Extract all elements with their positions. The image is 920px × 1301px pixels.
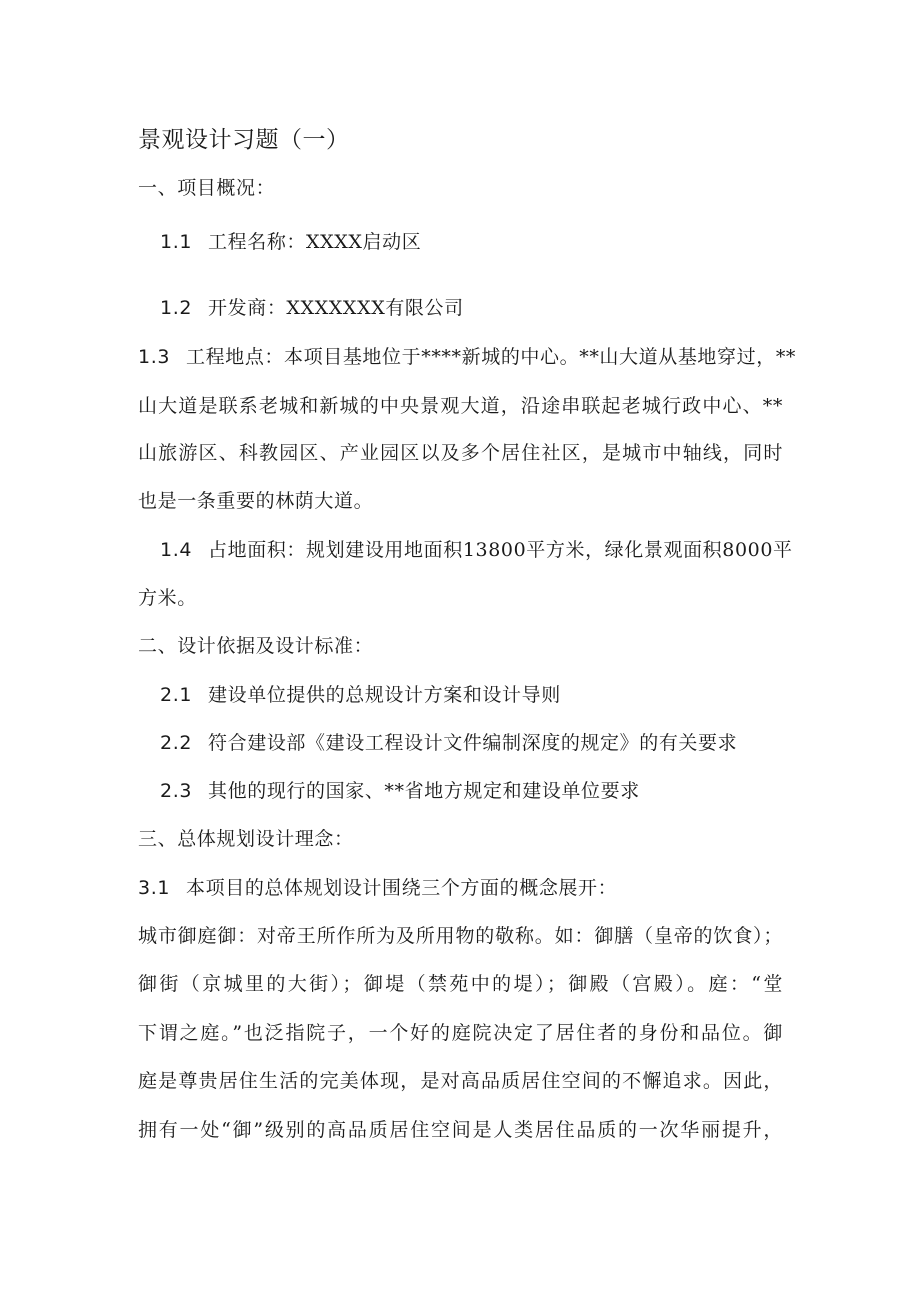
item-text: 工程名称：XXXX启动区 xyxy=(208,231,422,253)
section-2-heading: 二、设计依据及设计标准： xyxy=(138,635,374,657)
item-number: 1.2 xyxy=(160,297,193,319)
paragraph-line-2: 御街（京城里的大街）；御堤（禁苑中的堤）；御殿（宫殿）。庭：“堂 xyxy=(138,973,783,995)
page-title: 景观设计习题（一） xyxy=(138,127,350,153)
paragraph-line-5: 拥有一处“御”级别的高品质居住空间是人类居住品质的一次华丽提升， xyxy=(138,1119,783,1141)
item-1-3-line-3: 山旅游区、科教园区、产业园区以及多个居住社区，是城市中轴线，同时 xyxy=(138,442,783,464)
item-1-2 xyxy=(160,296,464,320)
paragraph-line-3: 下谓之庭。”也泛指院子，一个好的庭院决定了居住者的身份和品位。御 xyxy=(138,1022,783,1044)
item-text: 本项目的总体规划设计围绕三个方面的概念展开： xyxy=(186,877,618,899)
item-1-1 xyxy=(160,230,421,254)
section-1-heading: 一、项目概况： xyxy=(138,177,276,199)
item-text: 符合建设部《建设工程设计文件编制深度的规定》的有关要求 xyxy=(208,732,738,754)
item-1-3-line-4: 也是一条重要的林荫大道。 xyxy=(138,490,374,512)
item-number: 2.2 xyxy=(160,732,193,754)
paragraph-line-1: 城市御庭御：对帝王所作所为及所用物的敬称。如：御膳（皇帝的饮食）； xyxy=(138,925,783,947)
item-text: 工程地点：本项目基地位于****新城的中心。**山大道从基地穿过，** xyxy=(186,346,797,368)
item-number: 1.4 xyxy=(160,539,193,561)
item-1-3-line-1 xyxy=(138,345,797,369)
item-number: 2.3 xyxy=(160,780,193,802)
item-number: 1.1 xyxy=(160,231,193,253)
item-3-1 xyxy=(138,876,617,900)
item-text: 占地面积：规划建设用地面积13800平方米，绿化景观面积8000平 xyxy=(208,539,793,561)
item-number: 1.3 xyxy=(138,346,171,368)
item-1-3-line-2: 山大道是联系老城和新城的中央景观大道，沿途串联起老城行政中心、** xyxy=(138,395,783,417)
item-1-4-line-1 xyxy=(160,538,793,562)
item-number: 3.1 xyxy=(138,877,171,899)
item-2-2 xyxy=(160,731,737,755)
paragraph-line-4: 庭是尊贵居住生活的完美体现，是对高品质居住空间的不懈追求。因此， xyxy=(138,1070,783,1092)
item-2-1 xyxy=(160,683,561,707)
item-1-4-line-2: 方米。 xyxy=(138,587,197,609)
item-number: 2.1 xyxy=(160,684,193,706)
item-text: 开发商：XXXXXXX有限公司 xyxy=(208,297,464,319)
item-text: 建设单位提供的总规设计方案和设计导则 xyxy=(208,684,561,706)
item-text: 其他的现行的国家、**省地方规定和建设单位要求 xyxy=(208,780,640,802)
item-2-3 xyxy=(160,779,640,803)
section-3-heading: 三、总体规划设计理念： xyxy=(138,828,354,850)
